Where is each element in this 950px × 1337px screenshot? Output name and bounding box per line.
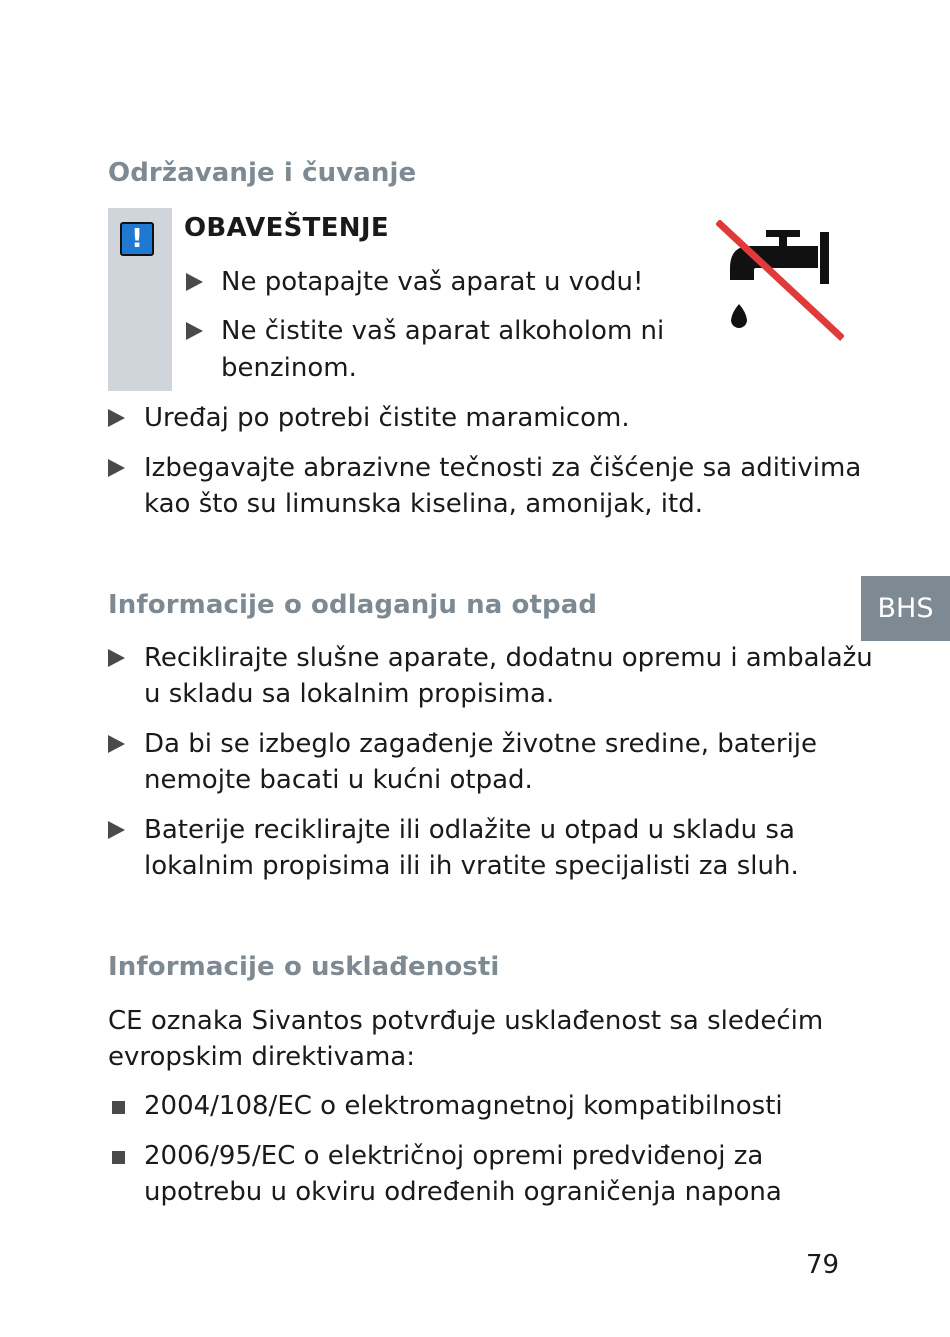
- page-number: 79: [806, 1250, 840, 1280]
- directive-item: 2006/95/EC o električnoj opremi predviđenoj za: [144, 1141, 764, 1171]
- disposal-bullet-cont: u skladu sa lokalnim propisima.: [144, 679, 555, 709]
- notice-title: OBAVEŠTENJE: [184, 213, 389, 243]
- maintenance-bullet-cont: kao što su limunska kiselina, amonijak, itd.: [144, 489, 703, 519]
- bullet-arrow-icon: [186, 273, 203, 291]
- bullet-square-icon: [112, 1101, 125, 1114]
- maintenance-bullet: Uređaj po potrebi čistite maramicom.: [144, 403, 630, 433]
- directive-item-cont: upotrebu u okviru određenih ograničenja napona: [144, 1177, 782, 1207]
- compliance-heading: Informacije o usklađenosti: [108, 952, 500, 982]
- maintenance-bullet: Izbegavajte abrazivne tečnosti za čišćenje sa aditivima: [144, 453, 862, 483]
- disposal-heading: Informacije o odlaganju na otpad: [108, 590, 598, 620]
- language-tab: BHS: [861, 576, 950, 641]
- bullet-arrow-icon: [108, 649, 125, 667]
- bullet-arrow-icon: [186, 322, 203, 340]
- notice-item-cont: benzinom.: [221, 353, 357, 383]
- disposal-bullet: Reciklirajte slušne aparate, dodatnu opremu i ambalažu: [144, 643, 873, 673]
- no-water-faucet-icon: [716, 220, 844, 342]
- bullet-arrow-icon: [108, 735, 125, 753]
- disposal-bullet: Da bi se izbeglo zagađenje životne sredine, baterije: [144, 729, 818, 759]
- directive-item: 2004/108/EC o elektromagnetnoj kompatibilnosti: [144, 1091, 783, 1121]
- bullet-arrow-icon: [108, 459, 125, 477]
- disposal-bullet-cont: lokalnim propisima ili ih vratite specijalisti za sluh.: [144, 851, 799, 881]
- disposal-bullet: Baterije reciklirajte ili odlažite u otpad u skladu sa: [144, 815, 795, 845]
- notice-item: Ne čistite vaš aparat alkoholom ni: [221, 316, 665, 346]
- bullet-square-icon: [112, 1151, 125, 1164]
- notice-item: Ne potapajte vaš aparat u vodu!: [221, 267, 644, 297]
- exclamation-icon: !: [120, 222, 154, 256]
- compliance-intro-cont: evropskim direktivama:: [108, 1042, 415, 1072]
- compliance-intro: CE oznaka Sivantos potvrđuje usklađenost sa sledećim: [108, 1006, 824, 1036]
- disposal-bullet-cont: nemojte bacati u kućni otpad.: [144, 765, 533, 795]
- bullet-arrow-icon: [108, 409, 125, 427]
- maintenance-heading: Održavanje i čuvanje: [108, 158, 417, 188]
- bullet-arrow-icon: [108, 821, 125, 839]
